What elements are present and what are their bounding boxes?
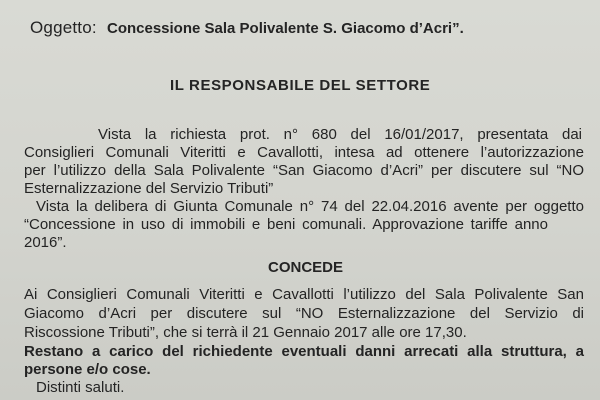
paragraph1-line-1: Vista la richiesta prot. n° 680 del 16/01/2017, presentata dai bbox=[98, 126, 582, 143]
subject-line bbox=[30, 19, 464, 37]
concede-heading: CONCEDE bbox=[268, 259, 344, 276]
paragraph3-line-2: Giacomo d’Acri per discutere sul “NO Esternalizzazione del Servizio di bbox=[24, 305, 584, 322]
closing-text: Distinti saluti. bbox=[36, 379, 125, 396]
paragraph1-line-4: Esternalizzazione del Servizio Tributi” bbox=[24, 180, 274, 197]
subject-text: Concessione Sala Polivalente S. Giacomo d’Acri”. bbox=[106, 20, 464, 37]
paragraph3-line-3: Riscossione Tributi”, che si terrà il 21 Gennaio 2017 alle ore 17,30. bbox=[24, 324, 467, 341]
paragraph2-line-2: “Concessione in uso di immobili e beni comunali. Approvazione tariffe anno bbox=[24, 216, 548, 233]
paragraph1-line-3: per l’utilizzo della Sala Polivalente “San Giacomo d’Acri” per discutere sul “NO bbox=[24, 162, 584, 179]
paragraph1-line-2: Consiglieri Comunali Viteritti e Cavallotti, intesa ad ottenere l’autorizzazione bbox=[24, 144, 584, 161]
paragraph4-line-1: Restano a carico del richiedente eventuali danni arrecati alla struttura, a bbox=[24, 343, 584, 360]
paragraph3-line-1: Ai Consiglieri Comunali Viteritti e Cavallotti l’utilizzo del Sala Polivalente San bbox=[24, 286, 584, 303]
section-heading: IL RESPONSABILE DEL SETTORE bbox=[170, 77, 431, 94]
paragraph4-line-2: persone e/o cose. bbox=[24, 361, 151, 378]
subject-label: Oggetto: bbox=[30, 18, 97, 37]
paragraph2-line-1: Vista la delibera di Giunta Comunale n° 74 del 22.04.2016 avente per oggetto bbox=[36, 198, 584, 215]
paragraph2-line-3: 2016”. bbox=[24, 234, 67, 251]
